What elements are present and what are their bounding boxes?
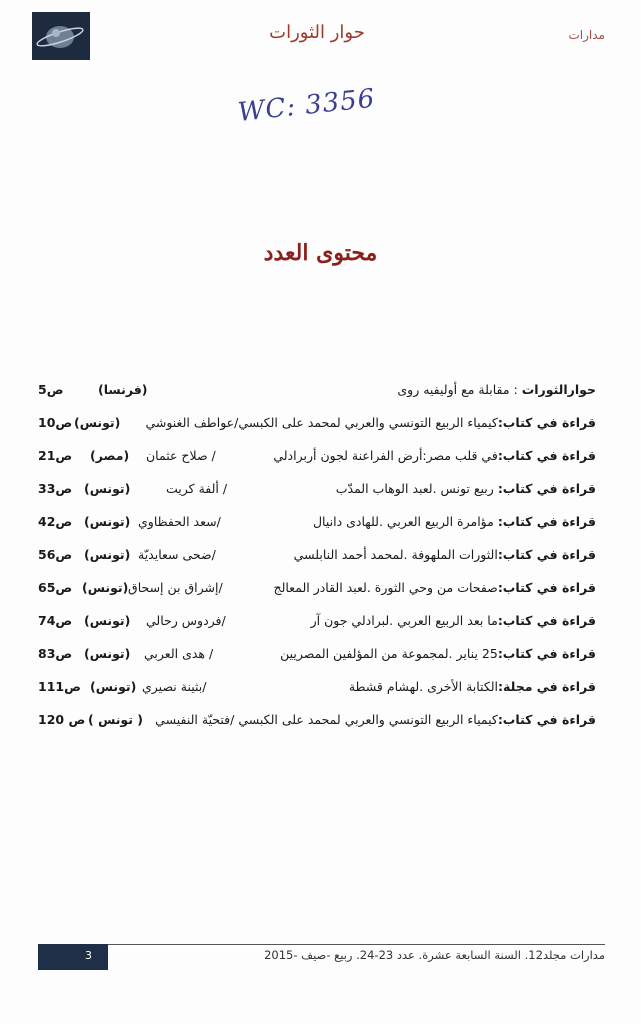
- magazine-logo: [32, 12, 90, 60]
- toc-country: (تونس): [90, 679, 137, 694]
- toc-text: ما بعد الربيع العربي .لبرادلي جون آر: [310, 613, 498, 628]
- table-of-contents: [38, 380, 596, 743]
- toc-entry: [38, 380, 596, 413]
- toc-entry: [38, 413, 596, 446]
- toc-entry: [38, 545, 596, 578]
- toc-country: (فرنسا): [98, 382, 148, 397]
- footer-divider: [38, 944, 605, 945]
- toc-entry: [38, 578, 596, 611]
- toc-page: ص33: [38, 481, 73, 496]
- planet-icon: [32, 12, 90, 60]
- toc-author: /فردوس رحالي: [146, 613, 226, 628]
- toc-page: ص65: [38, 580, 73, 595]
- toc-label: قراءة في كتاب:: [497, 712, 596, 727]
- toc-entry: [38, 611, 596, 644]
- toc-page: ص56: [38, 547, 73, 562]
- toc-label: قراءة في كتاب:: [497, 580, 596, 595]
- footer-issue-info: مدارات مجلد12. السنة السابعة عشرة. عدد 23-24. ربيع -صيف -2015: [264, 948, 605, 962]
- toc-country: (تونس): [84, 481, 131, 496]
- toc-text: مؤامرة الربيع العربي .للهادى دانيال: [312, 514, 498, 529]
- contents-title: محتوى العدد: [263, 240, 378, 266]
- toc-entry: [38, 512, 596, 545]
- toc-author: / هدى العربي: [144, 646, 214, 661]
- toc-country: (تونس): [84, 646, 131, 661]
- toc-country: (تونس): [84, 613, 131, 628]
- toc-text: ربيع تونس .لعبد الوهاب المدّب: [335, 481, 498, 496]
- toc-entry: [38, 677, 596, 710]
- toc-label: حوارالثورات: [521, 382, 596, 397]
- page-number: 3: [38, 944, 108, 970]
- toc-page: ص10: [38, 415, 73, 430]
- toc-entry: [38, 710, 596, 743]
- toc-page: ص42: [38, 514, 73, 529]
- toc-text: الثورات الملهوفة .لمحمد أحمد النابلسي: [293, 547, 498, 562]
- toc-page: ص111: [38, 679, 81, 694]
- toc-author: / صلاح عثمان: [146, 448, 216, 463]
- toc-text: 25 يناير .لمجموعة من المؤلفين المصريين: [280, 646, 498, 661]
- toc-country: (تونس): [82, 580, 129, 595]
- toc-text: كيمياء الربيع التونسي والعربي لمحمد على الكبسي /فتحيّة النفيسي: [155, 712, 498, 727]
- header-magazine-name: مدارات: [568, 28, 605, 42]
- toc-entry: [38, 446, 596, 479]
- toc-text: الكتابة الأخرى .لهشام قشطة: [348, 679, 499, 694]
- toc-author: /إشراق بن إسحاق: [128, 580, 223, 595]
- toc-text: : مقابلة مع أوليفيه روى: [397, 382, 522, 397]
- toc-country: ( تونس ): [88, 712, 144, 727]
- toc-page: ص 120: [38, 712, 86, 727]
- toc-entry: [38, 479, 596, 512]
- toc-country: (تونس): [84, 514, 131, 529]
- toc-label: قراءة في كتاب:: [497, 547, 596, 562]
- toc-author: /بثينة نصيري: [142, 679, 207, 694]
- toc-label: قراءة في مجلة:: [498, 679, 596, 694]
- toc-label: قراءة في كتاب:: [497, 613, 596, 628]
- toc-country: (تونس): [74, 415, 121, 430]
- toc-label: قراءة في كتاب:: [497, 514, 596, 529]
- toc-page: ص21: [38, 448, 73, 463]
- toc-page: ص83: [38, 646, 73, 661]
- toc-entry: [38, 644, 596, 677]
- toc-page: ص74: [38, 613, 73, 628]
- handwritten-word-count: WC: 3356: [236, 83, 377, 128]
- toc-country: (تونس): [84, 547, 131, 562]
- toc-label: قراءة في كتاب:: [497, 448, 596, 463]
- toc-label: قراءة في كتاب:: [497, 481, 596, 496]
- toc-author: /ضحى سعايديّة: [138, 547, 216, 562]
- toc-country: (مصر): [90, 448, 130, 463]
- toc-author: /سعد الحفظاوي: [138, 514, 221, 529]
- toc-page: ص5: [38, 382, 64, 397]
- header-title: حوار الثورات: [269, 22, 365, 43]
- toc-label: قراءة في كتاب:: [497, 646, 596, 661]
- toc-text: في قلب مصر:أرض الفراعنة لجون أربرادلي: [273, 448, 498, 463]
- toc-author: / ألفة كريت: [166, 481, 228, 496]
- toc-text: كيمياء الربيع التونسي والعربي لمحمد على الكبسي/عواطف الغنوشي: [145, 415, 498, 430]
- toc-label: قراءة في كتاب:: [497, 415, 596, 430]
- toc-text: صفحات من وحي الثورة .لعبد القادر المعالج: [273, 580, 498, 595]
